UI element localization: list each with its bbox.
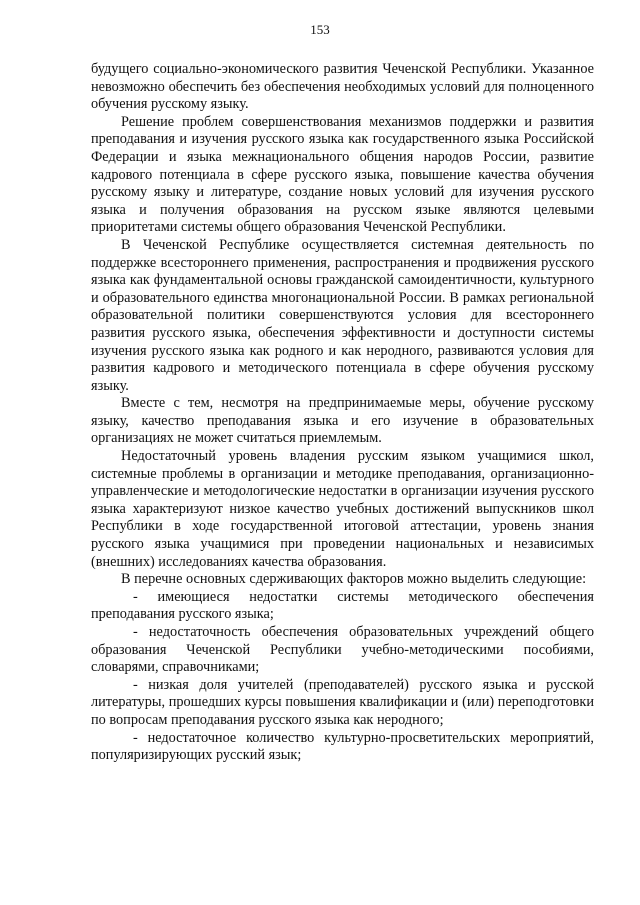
list-item: - имеющиеся недостатки системы методического обеспечения преподавания русского языка; — [91, 588, 594, 623]
paragraph: В Чеченской Республике осуществляется системная деятельность по поддержке всестороннего применения, распространения и продвижения русского языка как фундаментальной основы гражданской самоидентичности, культурного и образовательного единства многонациональной России. В рамках региональной образовательной политики совершенствуются условия для всестороннего развития русского языка, обеспечения эффективности и доступности системы изучения русского языка как родного и как неродного, развиваются условия для развития кадрового и методического потенциала в сфере обучения русскому языку. — [91, 236, 594, 394]
page-number: 153 — [310, 22, 330, 37]
paragraph: Решение проблем совершенствования механизмов поддержки и развития преподавания и изучения русского языка как государственного языка Российской Федерации и языка межнационального общения народов России, развитие кадрового потенциала в сфере русского языка, повышение качества обучения русскому языку и литературе, создание новых условий для изучения русского языка и получения образования на русском языке являются целевыми приоритетами системы общего образования Чеченской Республики. — [91, 113, 594, 236]
paragraph: Недостаточный уровень владения русским языком учащимися школ, системные проблемы в организации и методике преподавания, организационно-управленческие и методологические недостатки в организации изучения русского языка характеризуют низкое качество учебных достижений выпускников школ Республики в ходе государственной итоговой аттестации, уровень знания русского языка учащимися при проведении национальных и независимых (внешних) исследованиях качества образования. — [91, 448, 594, 570]
paragraph: будущего социально-экономического развития Чеченской Республики. Указанное невозможно обеспечить без обеспечения необходимых условий для полноценного обучения русскому языку. — [91, 61, 594, 113]
document-body — [91, 61, 594, 765]
list-item: - низкая доля учителей (преподавателей) русского языка и русской литературы, прошедших курсы повышения квалификации и (или) переподготовки по вопросам преподавания русского языка как неродного; — [91, 676, 594, 728]
list-item: - недостаточность обеспечения образовательных учреждений общего образования Чеченской Республики учебно-методическими пособиями, словарями, справочниками; — [91, 624, 594, 676]
paragraph: В перечне основных сдерживающих факторов можно выделить следующие: — [121, 571, 587, 588]
list-item: - недостаточное количество культурно-просветительских мероприятий, популяризирующих русский язык; — [91, 729, 594, 764]
paragraph: Вместе с тем, несмотря на предпринимаемые меры, обучение русскому языку, качество преподавания языка и его изучение в образовательных организациях не может считаться приемлемым. — [91, 395, 594, 447]
